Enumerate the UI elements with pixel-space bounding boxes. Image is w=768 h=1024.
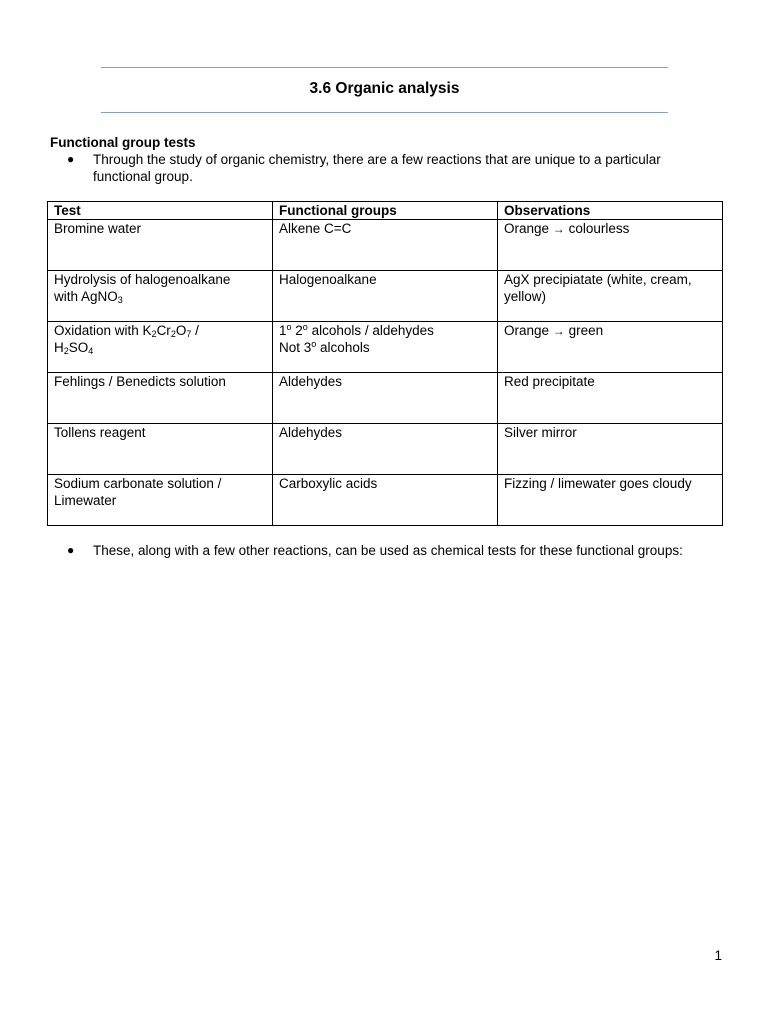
cell-test: Bromine water: [48, 220, 273, 271]
cell-observation: AgX precipiatate (white, cream, yellow): [498, 271, 723, 322]
cell-functional-group: Aldehydes: [273, 424, 498, 475]
table-row: [48, 322, 723, 373]
header-observations: Observations: [498, 202, 723, 220]
table-row: [48, 271, 723, 322]
header-test: Test: [48, 202, 273, 220]
table-row: [48, 220, 723, 271]
table-header-row: [48, 202, 723, 220]
cell-test: Sodium carbonate solution / Limewater: [48, 475, 273, 526]
cell-observation: Orange → green: [498, 322, 723, 373]
cell-test: Hydrolysis of halogenoalkane with AgNO$_3$: [48, 271, 273, 322]
cell-observation: Red precipitate: [498, 373, 723, 424]
cell-functional-group: Aldehydes: [273, 373, 498, 424]
right-arrow-icon: →: [552, 324, 565, 338]
header-functional-groups: Functional groups: [273, 202, 498, 220]
bullet-item: [67, 151, 717, 185]
bullet-item: [67, 542, 717, 559]
title-rule-top: [101, 67, 668, 68]
page-title: 3.6 Organic analysis: [309, 80, 460, 97]
table-row: [48, 424, 723, 475]
title-rule-bottom: [101, 112, 668, 113]
cell-functional-group: Carboxylic acids: [273, 475, 498, 526]
right-arrow-icon: →: [552, 222, 565, 236]
functional-group-tests-table: [47, 201, 723, 526]
bullet-text: Through the study of organic chemistry, there are a few reactions that are unique to a particular functional group.: [93, 152, 661, 184]
table-row: [48, 475, 723, 526]
bullet-dot-icon: ●: [67, 543, 75, 557]
cell-test: Fehlings / Benedicts solution: [48, 373, 273, 424]
bullet-dot-icon: ●: [67, 152, 75, 166]
cell-functional-group: Alkene C=C: [273, 220, 498, 271]
table-row: [48, 373, 723, 424]
cell-test: Tollens reagent: [48, 424, 273, 475]
cell-observation: Silver mirror: [498, 424, 723, 475]
cell-observation: Fizzing / limewater goes cloudy: [498, 475, 723, 526]
cell-observation: Orange → colourless: [498, 220, 723, 271]
section-heading: Functional group tests: [50, 135, 196, 150]
bullet-text: These, along with a few other reactions, can be used as chemical tests for these functional groups:: [93, 543, 683, 558]
cell-test: Oxidation with $K_2Cr_2O_7$ / $H_2SO_4$: [48, 322, 273, 373]
cell-functional-group: 1$^o$ 2$^o$ alcohols / aldehydes Not 3$^o$ alcohols: [273, 322, 498, 373]
page-number: 1: [714, 948, 722, 963]
cell-functional-group: Halogenoalkane: [273, 271, 498, 322]
